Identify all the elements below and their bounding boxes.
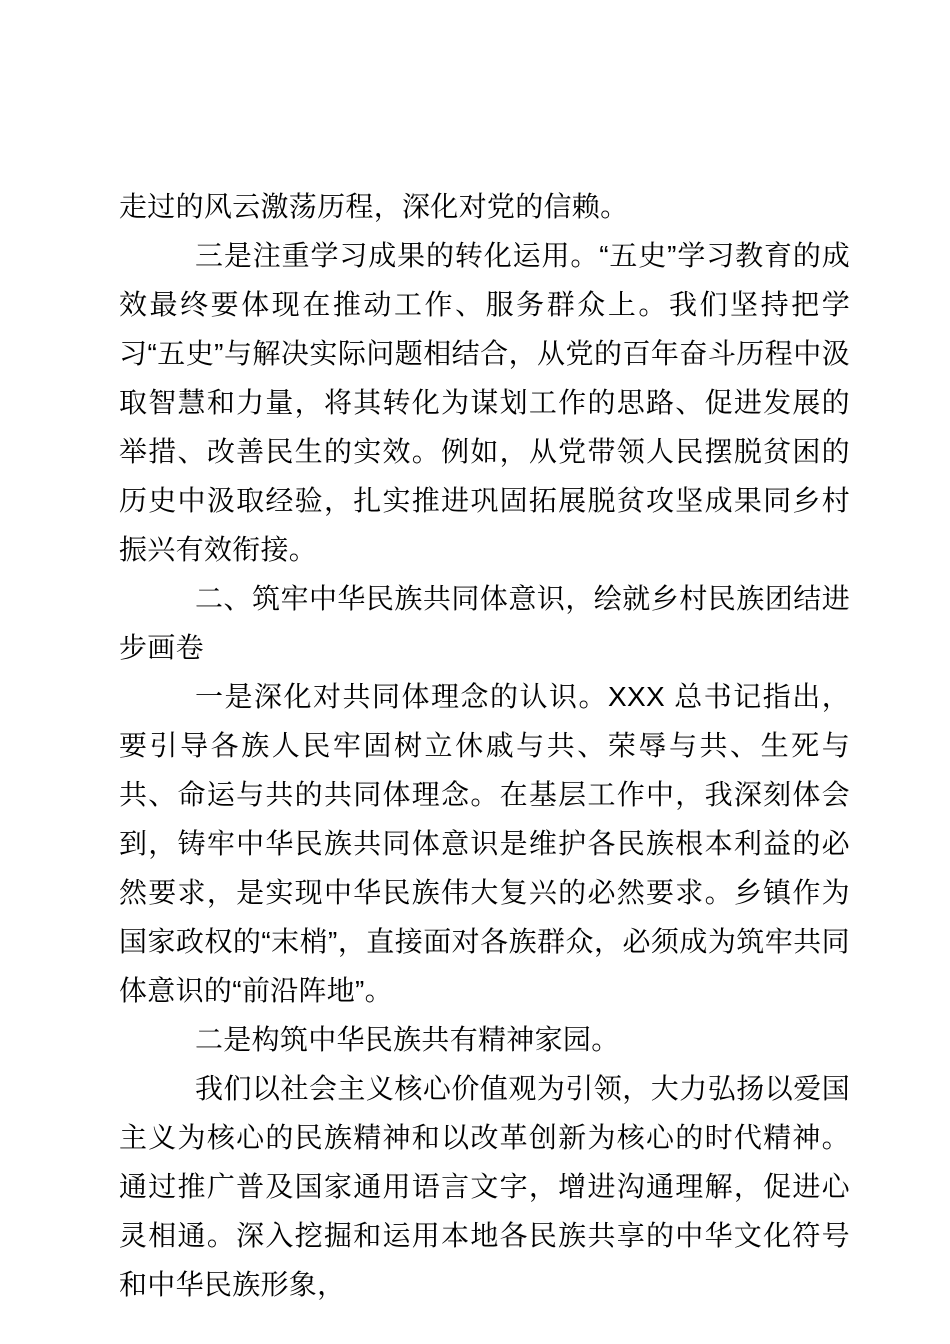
paragraph-core-values: 我们以社会主义核心价值观为引领，大力弘扬以爱国主义为核心的民族精神和以改革创新为核心的时代精神。通过推广普及国家通用语言文字，增进沟通理解，促进心灵相通。深入挖掘和运用本地各民族共享的中华文化符号和中华民族形象， (119, 1073, 850, 1300)
paragraph-community-concept: 一是深化对共同体理念的认识。XXX 总书记指出，要引导各族人民牢固树立休戚与共、荣辱与共、生死与共、命运与共的共同体理念。在基层工作中，我深刻体会到，铸牢中华民族共同体意识是维护各民族根本利益的必然要求，是实现中华民族伟大复兴的必然要求。乡镇作为国家政权的“末梢”，直接面对各族群众，必须成为筑牢共同体意识的“前沿阵地”。 (119, 681, 850, 1006)
paragraph-study-results: 三是注重学习成果的转化运用。“五史”学习教育的成效最终要体现在推动工作、服务群众上。我们坚持把学习“五史”与解决实际问题相结合，从党的百年奋斗历程中汲取智慧和力量，将其转化为谋划工作的思路、促进发展的举措、改善民生的实效。例如，从党带领人民摆脱贫困的历史中汲取经验，扎实推进巩固拓展脱贫攻坚成果同乡村振兴有效衔接。 (119, 240, 850, 565)
section-heading: 二、筑牢中华民族共同体意识，绘就乡村民族团结进步画卷 (119, 583, 850, 663)
document-body (119, 182, 850, 1309)
paragraph-continuation: 走过的风云激荡历程，深化对党的信赖。 (119, 191, 629, 222)
paragraph-spiritual-home: 二是构筑中华民族共有精神家园。 (195, 1024, 620, 1055)
